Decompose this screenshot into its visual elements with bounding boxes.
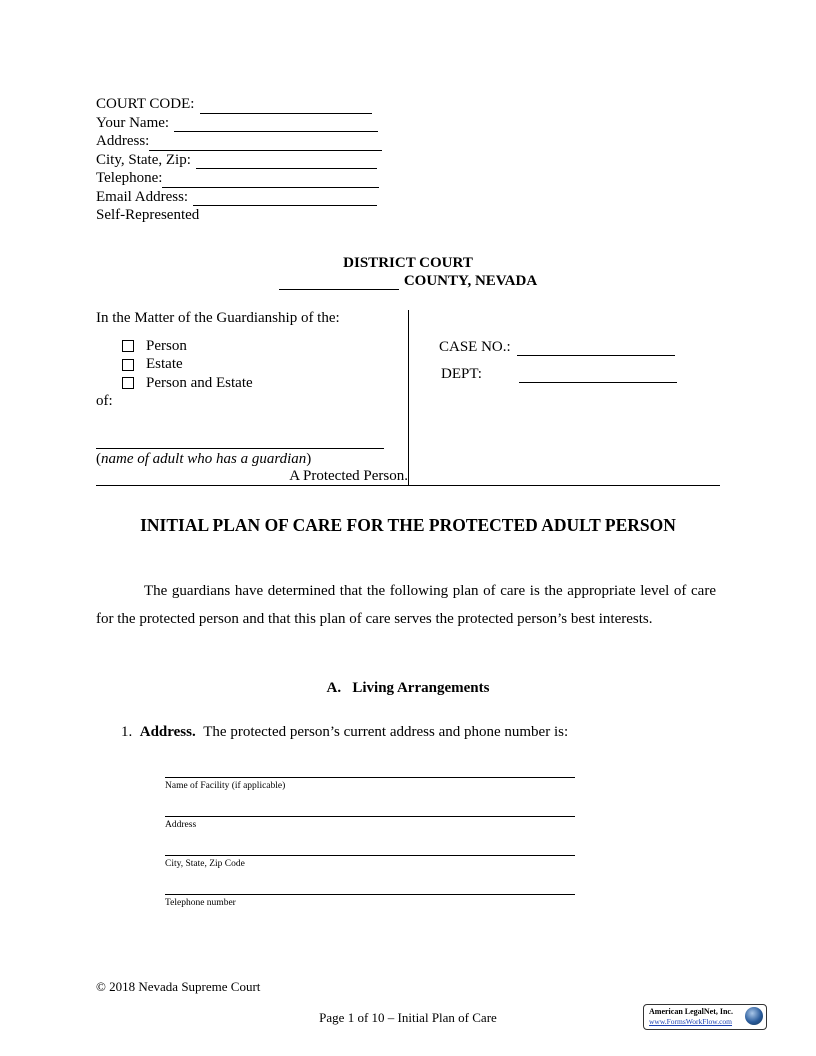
document-title: INITIAL PLAN OF CARE FOR THE PROTECTED ADULT PERSON <box>140 515 676 535</box>
section-a-label: A. <box>326 680 342 696</box>
checkbox-person-and-estate[interactable] <box>122 377 134 389</box>
dept-line <box>441 366 677 383</box>
logo-company: American LegalNet, Inc. <box>649 1007 733 1016</box>
email-field[interactable] <box>193 191 377 206</box>
intro-text: The guardians have determined that the following plan of care is the appropriate level of care for the protected person and that this plan of care serves the protected person’s best interests. <box>96 583 716 627</box>
american-legalnet-logo[interactable] <box>643 1004 767 1030</box>
facility-phone-line[interactable] <box>165 894 575 895</box>
protected-name-field[interactable] <box>96 448 384 449</box>
item-1-bold: Address. <box>139 724 196 740</box>
of-label: of: <box>96 392 113 409</box>
city-state-zip-label: City, State, Zip: <box>96 151 191 168</box>
address-label: Address: <box>96 133 150 149</box>
facility-city-line[interactable] <box>165 855 575 856</box>
guardianship-options <box>122 337 408 393</box>
email-line <box>96 188 382 207</box>
section-a-heading <box>96 680 720 697</box>
telephone-field[interactable] <box>162 173 379 188</box>
filer-info-block <box>96 95 382 225</box>
case-no-label: CASE NO.: <box>439 339 511 355</box>
facility-phone-label: Telephone number <box>165 898 236 908</box>
option-person-and-estate-label: Person and Estate <box>146 374 253 391</box>
court-code-field[interactable] <box>200 99 372 114</box>
your-name-field[interactable] <box>174 117 378 132</box>
copyright: © 2018 Nevada Supreme Court <box>96 979 261 994</box>
globe-icon <box>745 1007 763 1025</box>
matter-label: In the Matter of the Guardianship of the: <box>96 310 340 326</box>
facility-address-field[interactable] <box>165 816 575 830</box>
address-field[interactable] <box>149 136 382 151</box>
option-person[interactable] <box>122 337 408 356</box>
page-number: Page 1 of 10 – Initial Plan of Care <box>319 1010 497 1025</box>
county-field[interactable] <box>279 275 399 290</box>
intro-paragraph <box>96 578 716 633</box>
email-label: Email Address: <box>96 188 189 205</box>
option-estate-label: Estate <box>146 356 183 373</box>
telephone-label: Telephone: <box>96 170 163 186</box>
telephone-line <box>96 169 382 188</box>
section-a-title: Living Arrangements <box>352 680 490 696</box>
facility-city-field[interactable] <box>165 855 575 869</box>
self-represented-label: Self-Represented <box>96 207 200 223</box>
your-name-label: Your Name: <box>96 114 170 131</box>
address-line <box>96 132 382 151</box>
item-1-number: 1. <box>121 724 133 740</box>
facility-name-line[interactable] <box>165 777 575 778</box>
caption-bottom-rule <box>96 485 720 486</box>
protected-person-label: A Protected Person. <box>289 467 408 484</box>
option-person-label: Person <box>146 337 187 354</box>
checkbox-person[interactable] <box>122 340 134 352</box>
court-code-label: COURT CODE: <box>96 96 195 112</box>
name-hint <box>96 451 408 468</box>
facility-address-line[interactable] <box>165 816 575 817</box>
item-1 <box>121 724 568 741</box>
case-no-line <box>439 339 675 356</box>
name-hint-text: name of adult who has a guardian <box>101 450 307 467</box>
caption-left <box>96 310 408 485</box>
checkbox-estate[interactable] <box>122 359 134 371</box>
facility-city-label: City, State, Zip Code <box>165 859 245 869</box>
case-no-field[interactable] <box>517 341 675 356</box>
option-estate[interactable] <box>122 356 408 375</box>
your-name-line <box>96 114 382 133</box>
item-1-text: The protected person’s current address and phone number is: <box>203 724 569 740</box>
facility-address-label: Address <box>165 820 197 830</box>
court-code-line <box>96 95 382 114</box>
paren-open: ( <box>96 450 101 467</box>
logo-url[interactable]: www.FormsWorkFlow.com <box>649 1017 733 1026</box>
option-person-and-estate[interactable] <box>122 374 408 393</box>
facility-phone-field[interactable] <box>165 894 575 908</box>
dept-label: DEPT: <box>441 366 482 382</box>
county-line <box>96 273 720 290</box>
county-label: COUNTY, NEVADA <box>403 273 538 289</box>
caption-divider <box>408 310 409 486</box>
city-state-zip-line <box>96 151 382 170</box>
facility-name-field[interactable] <box>165 777 575 791</box>
dept-field[interactable] <box>519 368 677 383</box>
paren-close: ) <box>306 450 312 467</box>
court-name: DISTRICT COURT <box>343 255 473 271</box>
city-state-zip-field[interactable] <box>196 154 377 169</box>
facility-name-label: Name of Facility (if applicable) <box>165 781 286 791</box>
